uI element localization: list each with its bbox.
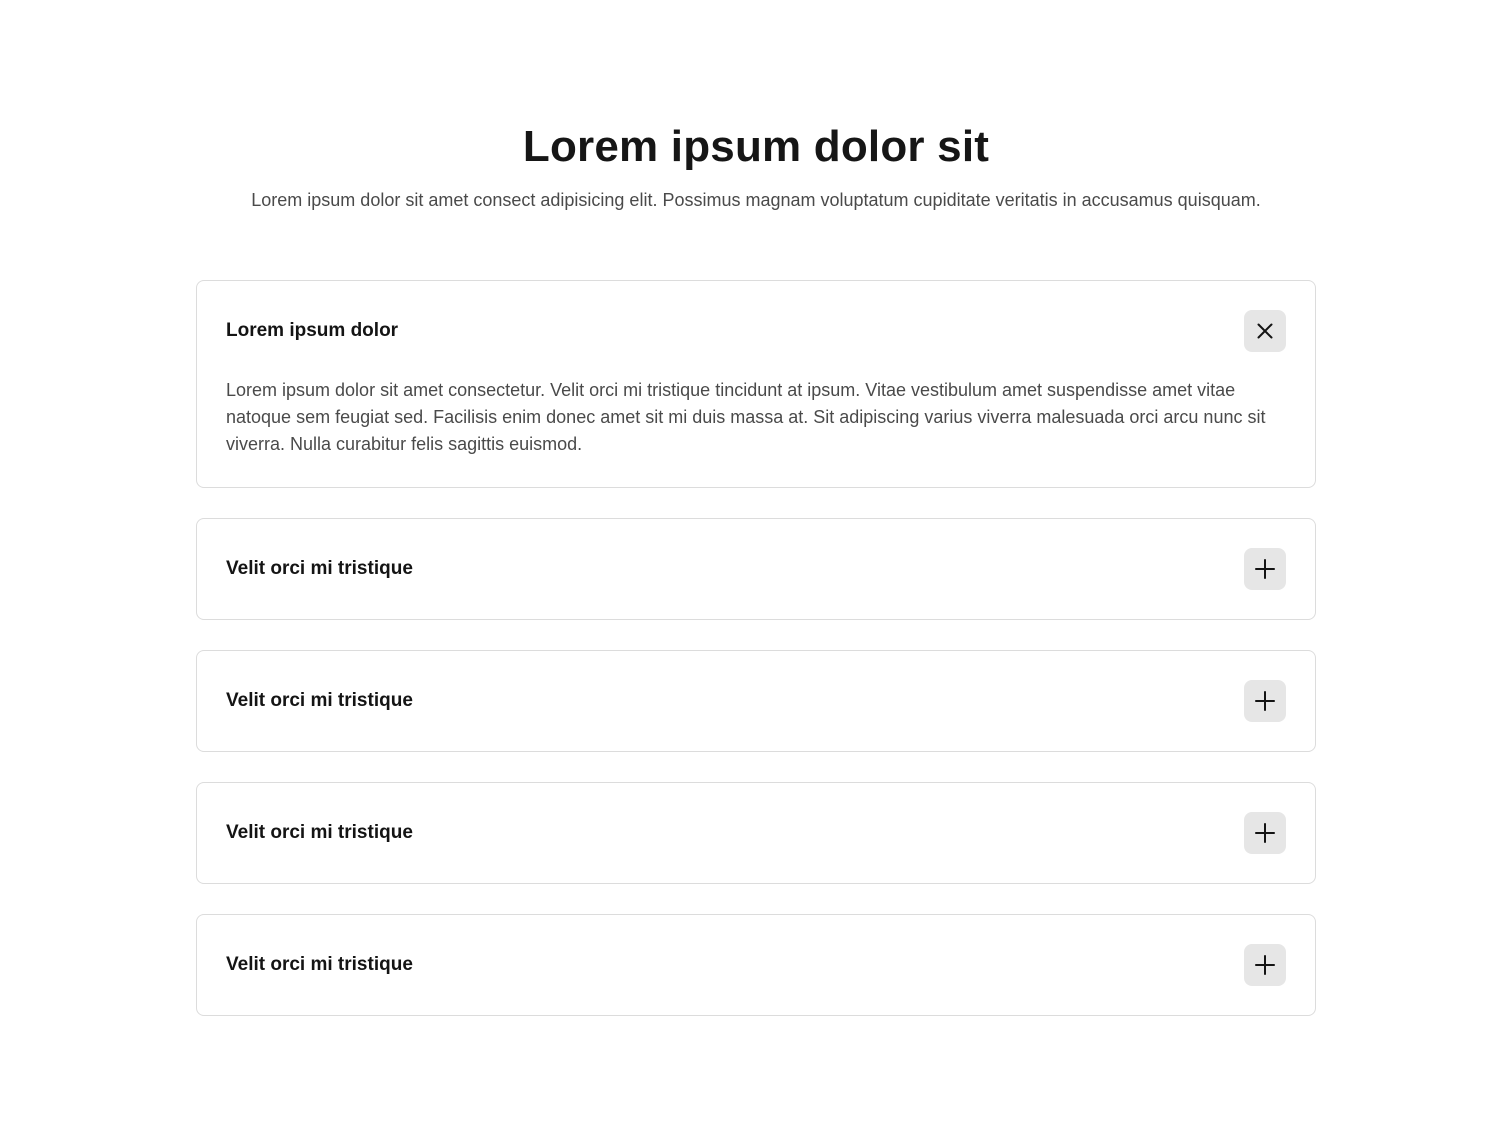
- accordion-item-title: Velit orci mi tristique: [226, 822, 413, 843]
- accordion-item-header[interactable]: [197, 915, 1315, 1015]
- accordion-item-header[interactable]: [197, 519, 1315, 619]
- accordion-item-title: Velit orci mi tristique: [226, 954, 413, 975]
- plus-icon: [1254, 558, 1276, 580]
- accordion-item-title: Velit orci mi tristique: [226, 558, 413, 579]
- accordion-item-header[interactable]: [197, 783, 1315, 883]
- accordion-item-header[interactable]: [197, 281, 1315, 381]
- accordion-item: [196, 914, 1316, 1016]
- plus-icon: [1254, 954, 1276, 976]
- page-title: Lorem ipsum dolor sit: [522, 122, 990, 171]
- accordion-item-title: Lorem ipsum dolor: [226, 320, 399, 341]
- accordion-item-body: Lorem ipsum dolor sit amet consectetur. Velit orci mi tristique tincidunt at ipsum. Vitae vestibulum amet suspendisse amet vitae natoque sem feugiat sed. Facilisis enim donec amet sit mi duis massa at. Sit adipiscing varius viverra malesuada orci arcu nunc sit viverra. Nulla curabitur felis sagittis euismod.: [226, 380, 1266, 454]
- collapse-button[interactable]: [1244, 310, 1286, 352]
- expand-button[interactable]: [1244, 548, 1286, 590]
- page-header: [0, 120, 1512, 212]
- accordion-item-header[interactable]: [197, 651, 1315, 751]
- accordion-item: [196, 280, 1316, 488]
- faq-accordion: [196, 280, 1316, 1046]
- plus-icon: [1254, 690, 1276, 712]
- expand-button[interactable]: [1244, 680, 1286, 722]
- accordion-item: [196, 650, 1316, 752]
- accordion-item-title: Velit orci mi tristique: [226, 690, 413, 711]
- expand-button[interactable]: [1244, 944, 1286, 986]
- close-icon: [1256, 322, 1274, 340]
- plus-icon: [1254, 822, 1276, 844]
- page-subtitle: Lorem ipsum dolor sit amet consect adipisicing elit. Possimus magnam voluptatum cupiditate veritatis in accusamus quisquam.: [251, 190, 1261, 210]
- accordion-item: [196, 782, 1316, 884]
- expand-button[interactable]: [1244, 812, 1286, 854]
- accordion-item: [196, 518, 1316, 620]
